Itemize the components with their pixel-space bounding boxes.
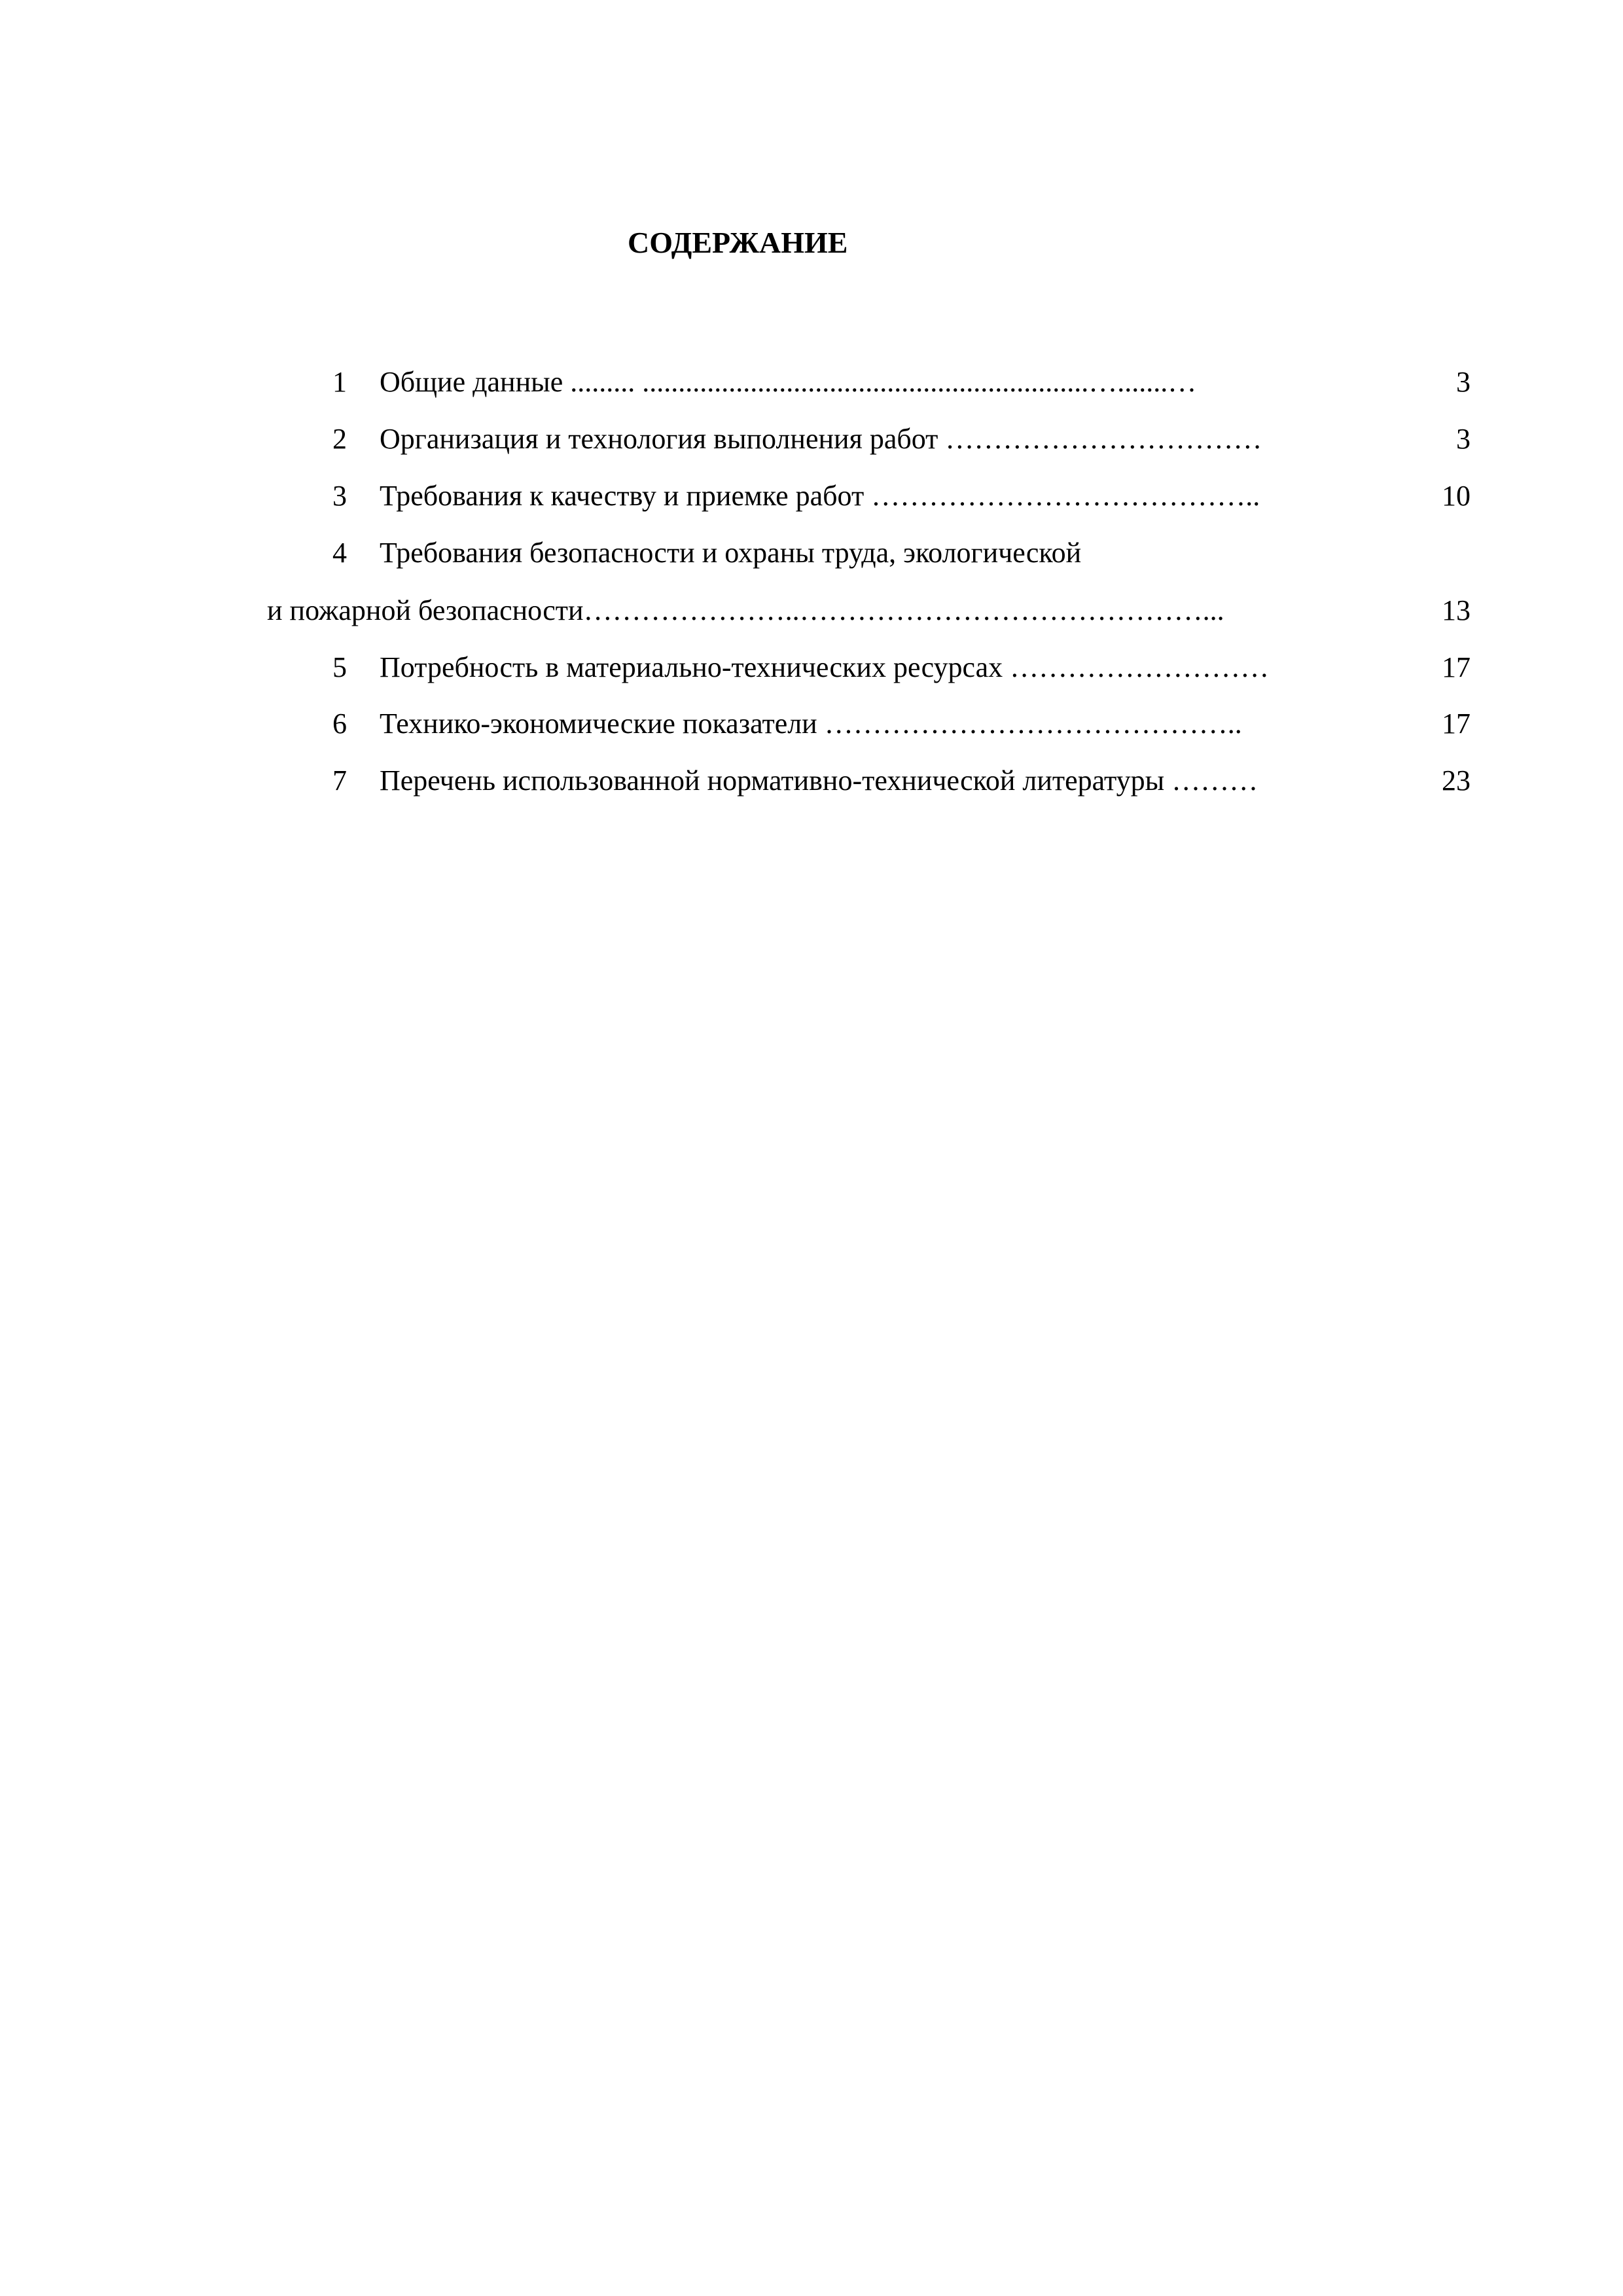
toc-entry-number: 5 [332,651,347,683]
toc-title: СОДЕРЖАНИЕ [628,226,848,259]
toc-entry-text: Потребность в материально-технических ресурсах ……………………… [380,651,1270,683]
toc-entry-3 [308,476,1471,516]
toc-entry-2 [308,420,1471,459]
toc-entry-page: 10 [1442,480,1471,512]
toc-entry-1 [308,363,1471,402]
toc-entry-page: 17 [1442,651,1471,683]
toc-entry-7 [308,761,1471,800]
toc-entry-text: Требования безопасности и охраны труда, экологической [380,537,1082,569]
toc-entry-number: 2 [332,423,347,455]
toc-entry-page: 13 [1442,594,1471,626]
toc-entry-text: Требования к качеству и приемке работ ………………………………….. [380,480,1260,512]
toc-entry-text: Организация и технология выполнения работ …………………………… [380,423,1262,455]
toc-entry-number: 6 [332,708,347,740]
toc-entry-text: Перечень использованной нормативно-технической литературы ……… [380,764,1258,797]
toc-entry-page: 23 [1442,764,1471,797]
toc-entry-5 [308,648,1471,687]
toc-entry-4-continuation [267,591,1471,630]
toc-entry-page: 3 [1456,423,1471,455]
toc-entry-page: 3 [1456,366,1471,398]
toc-entry-number: 4 [332,537,347,569]
toc-entry-6 [308,704,1471,744]
toc-entry-number: 7 [332,764,347,797]
toc-entry-text: Технико-экономические показатели …………………………………….. [380,708,1242,740]
toc-entry-text: и пожарной безопасности…………………..……………………………………... [267,594,1224,626]
toc-entry-4 [308,533,1471,573]
toc-entry-number: 1 [332,366,347,398]
toc-entry-page: 17 [1442,708,1471,740]
toc-entry-text: Общие данные ......... ..............................................................….......… [380,366,1197,398]
toc-entry-number: 3 [332,480,347,512]
